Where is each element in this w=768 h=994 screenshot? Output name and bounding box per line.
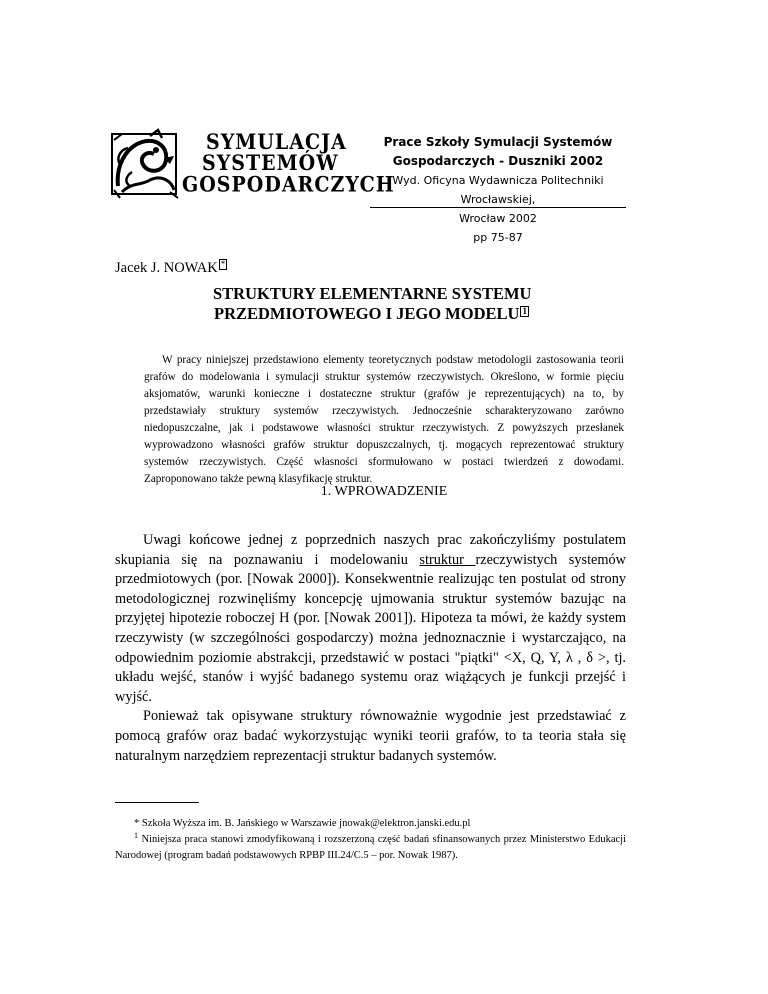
title-footnote-mark: 1 [522, 306, 527, 316]
title-line-2: PRZEDMIOTOWEGO I JEGO MODELU [214, 304, 520, 323]
logo-line: SYMULACJA [206, 129, 347, 155]
author-name: Jacek J. NOWAK [115, 260, 218, 276]
logo-line: GOSPODARCZYCH [182, 172, 395, 197]
footnote [115, 816, 626, 832]
conference-logo [110, 128, 395, 200]
body-text [115, 531, 626, 766]
footnote-divider [115, 802, 199, 803]
paragraph: Ponieważ tak opisywane struktury równoważnie wygodnie jest przedstawiać z pomocą grafów oraz badać wykorzystując wyniki teorii grafów, to ta teoria stała się naturalnym narzędziem reprezentacji struktur badanych systemów. [115, 708, 626, 764]
header-divider [370, 207, 626, 208]
footnote-mark: 1 [134, 831, 138, 840]
logo-wordmark [182, 129, 395, 197]
publication-place: Wrocław 2002 [459, 212, 537, 225]
underlined-term: struktur [419, 551, 476, 568]
paper-title [190, 284, 590, 324]
footnote-mark: * [134, 818, 140, 829]
event-title: Gospodarczych - Duszniki 2002 [392, 154, 604, 168]
author-line [115, 259, 227, 277]
footnote-text: Szkoła Wyższa im. B. Jańskiego w Warszawie jnowak@elektron.janski.edu.pl [141, 818, 471, 829]
title-line-2-wrap [214, 304, 590, 324]
author-footnote-mark: * [220, 259, 226, 269]
footnote-text: Niniejsza praca stanowi zmodyfikowaną i rozszerzoną część badań sfinansowanych przez Ministerstwo Edukacji Narodowej (program badań podstawowych RPBP III.24/C.5 – por. Nowak 1987). [115, 834, 627, 861]
section-heading: 1. WPROWADZENIE [320, 484, 448, 499]
logo-line: SYSTEMÓW [202, 151, 339, 176]
page-range: pp 75-87 [473, 231, 523, 244]
dragon-emblem-icon [110, 128, 188, 200]
title-line-1: STRUKTURY ELEMENTARNE SYSTEMU [213, 284, 532, 303]
series-title: Prace Szkoły Symulacji Systemów [383, 135, 613, 149]
paragraph-text: rzeczywistych systemów przedmiotowych (por. [Nowak 2000]). Konsekwentnie realizując ten postulat od strony metodologicznej rozwinęliśmy koncepcję ujmowania struktur systemów bazując na przyjętej hipotezie roboczej H (por. [Nowak 2001]). Hipoteza ta mówi, że każdy system rzeczywisty (w szczególności gospodarczy) można jednoznacznie i wystarczająco, na odpowiednim poziomie abstrakcji, przedstawić w postaci "piątki" <X, Q, Y, λ , δ >, tj. układu wejść, stanów i wyjść badanego systemu oraz wiążących je funkcji przejść i wyjść. [115, 551, 626, 705]
paragraph-text: Uwagi końcowe jednej z poprzednich naszych prac zakończyliśmy postulatem skupiania się na poznawaniu i modelowaniu [115, 532, 626, 568]
publisher: Wyd. Oficyna Wydawnicza Politechniki Wrocławskiej, [392, 174, 604, 206]
paragraph [115, 531, 626, 707]
footnote [115, 832, 626, 864]
publication-header [370, 133, 626, 247]
abstract: W pracy niniejszej przedstawiono elementy teoretycznych podstaw metodologii zastosowania teorii grafów do modelowania i symulacji struktur systemów rzeczywistych. Określono, w formie pięciu aksjomatów, warunki konieczne i dostateczne struktur (grafów je reprezentujących) na to, by przedstawiały struktury systemów rzeczywistych. Jednocześnie scharakteryzowano zarówno niedopuszczalne, jak i podstawowe własności struktur rzeczywistych. Z powyższych przesłanek wyprowadzono własności grafów struktur dopuszczalnych, tj. mogących reprezentować struktury systemów rzeczywistych. Część własności sformułowano w postaci twierdzeń z dowodami. Zaproponowano także pewną klasyfikację struktur. [144, 354, 624, 485]
footnotes [115, 816, 626, 864]
